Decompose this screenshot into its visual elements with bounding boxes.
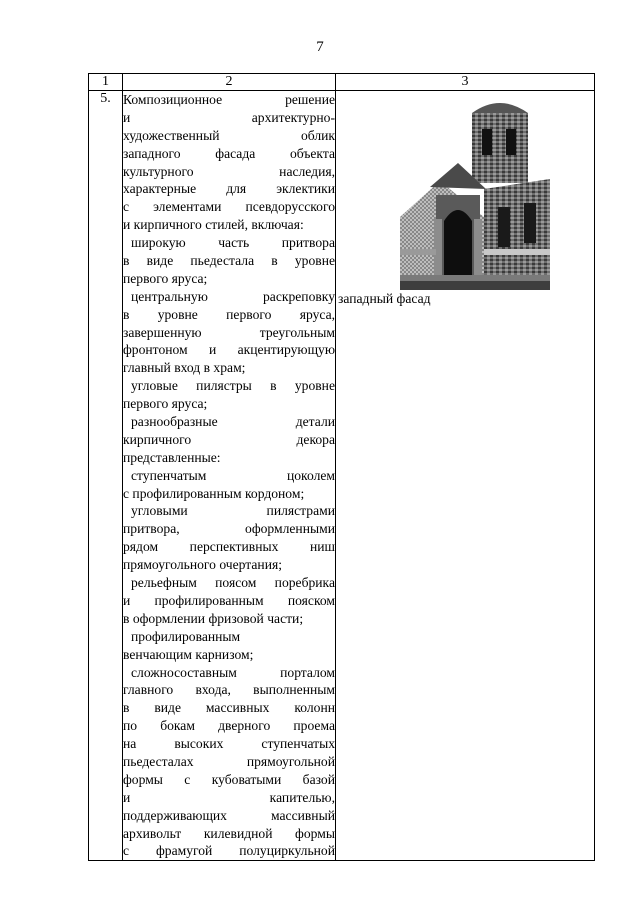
description-line: рядом перспективных ниш bbox=[123, 539, 335, 555]
description-line: в уровне первого яруса, bbox=[123, 306, 335, 322]
column-header-2: 2 bbox=[123, 74, 336, 91]
description-line: по бокам дверного проема bbox=[123, 718, 335, 734]
description-line: и архитектурно- bbox=[123, 109, 335, 125]
description-line: кирпичного декора bbox=[123, 431, 335, 447]
description-line: первого яруса; bbox=[123, 270, 208, 286]
description-line: представленные: bbox=[123, 449, 221, 465]
description-line: поддерживающих массивный bbox=[123, 807, 335, 823]
facade-photo bbox=[400, 99, 550, 290]
column-header-1: 1 bbox=[89, 74, 123, 91]
description-line: центральную раскреповку bbox=[131, 288, 335, 304]
description-line: и капителью, bbox=[123, 789, 335, 805]
description-text bbox=[123, 91, 335, 860]
description-line: широкую часть притвора bbox=[131, 235, 335, 251]
description-line: фронтоном и акцентирующую bbox=[123, 342, 335, 358]
description-line: первого яруса; bbox=[123, 396, 208, 412]
description-line: угловыми пилястрами bbox=[131, 503, 335, 519]
page-number: 7 bbox=[316, 39, 324, 55]
description-line: на высоких ступенчатых bbox=[123, 736, 335, 752]
row-image-cell bbox=[336, 91, 595, 861]
description-line: ступенчатым цоколем bbox=[131, 467, 335, 483]
description-line: характерные для эклектики bbox=[123, 181, 335, 197]
heritage-table bbox=[88, 73, 595, 861]
description-line: сложносоставным порталом bbox=[131, 664, 335, 680]
description-line: угловые пилястры в уровне bbox=[131, 378, 335, 394]
description-line: с фрамугой полуциркульной bbox=[123, 843, 335, 859]
church-facade-image bbox=[400, 99, 550, 290]
description-line: пьедесталах прямоугольной bbox=[123, 753, 335, 769]
description-line: притвора, оформленными bbox=[123, 521, 335, 537]
table-row bbox=[89, 91, 595, 861]
description-line: в оформлении фризовой части; bbox=[123, 610, 304, 626]
row-number: 5. bbox=[89, 91, 123, 861]
description-line: и профилированным пояском bbox=[123, 592, 335, 608]
description-line: венчающим карнизом; bbox=[123, 646, 254, 662]
description-line: и кирпичного стилей, включая: bbox=[123, 217, 304, 233]
description-line: с профилированным кордоном; bbox=[123, 485, 305, 501]
description-line: прямоугольного очертания; bbox=[123, 557, 282, 573]
description-line: культурного наследия, bbox=[123, 163, 335, 179]
description-line: Композиционное решение bbox=[123, 92, 335, 107]
description-line: западного фасада объекта bbox=[123, 145, 335, 161]
description-line: художественный облик bbox=[123, 127, 335, 143]
column-header-3: 3 bbox=[336, 74, 595, 91]
image-caption: западный фасад bbox=[338, 291, 431, 306]
description-line: завершенную треугольным bbox=[123, 324, 335, 340]
description-line: главный вход в храм; bbox=[123, 360, 246, 376]
description-line: архивольт килевидной формы bbox=[123, 825, 335, 841]
description-line: профилированным bbox=[131, 628, 241, 644]
description-line: разнообразные детали bbox=[131, 414, 335, 430]
row-description bbox=[123, 91, 336, 861]
description-line: с элементами псевдорусского bbox=[123, 199, 335, 215]
description-line: в виде массивных колонн bbox=[123, 700, 335, 716]
description-line: рельефным поясом поребрика bbox=[131, 575, 335, 591]
description-line: главного входа, выполненным bbox=[123, 682, 335, 698]
table-header-row bbox=[89, 74, 595, 91]
description-line: в виде пьедестала в уровне bbox=[123, 253, 335, 269]
description-line: формы с кубоватыми базой bbox=[123, 771, 335, 787]
